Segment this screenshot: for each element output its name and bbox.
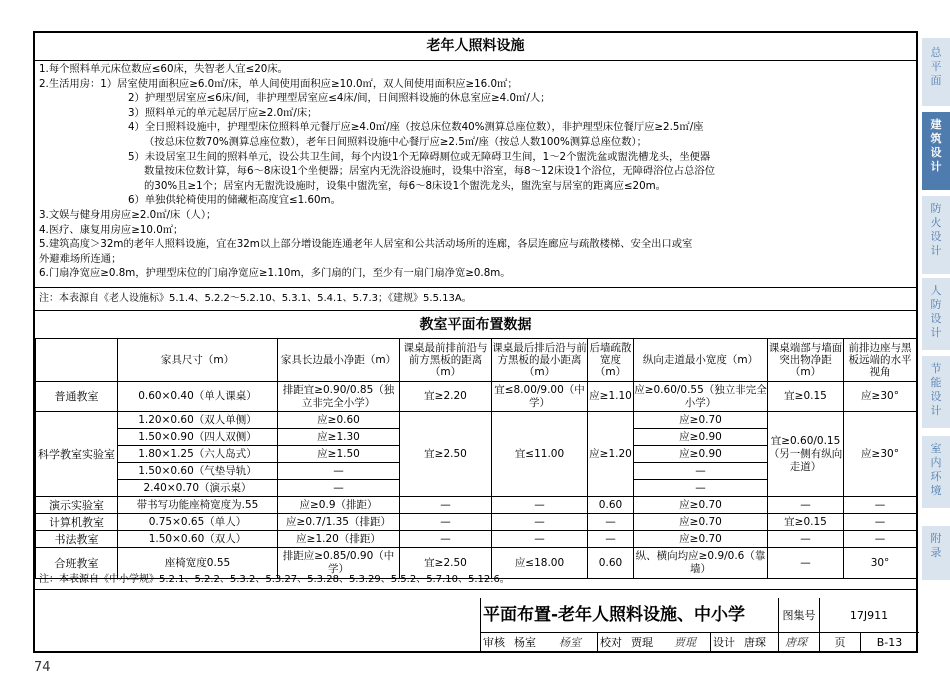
elderly-item: 数量按床位数计算，每6～8床设1个坐便器；居室内无洗浴设施时，设集中浴室，每8～12床设1个浴位，无障碍浴位占总浴位: [144, 165, 715, 178]
header-cell: 课桌最前排前沿与前方黑板的距离（m）: [400, 339, 492, 382]
view-angle: —: [844, 531, 917, 548]
aisle-width: 应≥0.70: [634, 497, 768, 514]
elderly-item: 2）护理型居室应≤6床/间，非护理型居室应≤4床/间，日间照料设施的休息室应≥4.0㎡/人；: [128, 92, 551, 105]
atlas-label: 图集号: [782, 609, 816, 622]
furniture-size: 0.60×0.40（单人课桌）: [118, 382, 278, 412]
header-cell: 课桌端部与墙面突出物净距（m）: [768, 339, 844, 382]
header-cell: 纵向走道最小宽度（m）: [634, 339, 768, 382]
elderly-item: 3）照料单元的单元起居厅应≥2.0㎡/床；: [128, 106, 318, 119]
furniture-size: 1.20×0.60（双人单侧）: [118, 412, 277, 429]
front-distance: 宜≥2.50: [400, 412, 492, 497]
elderly-item: 6.门扇净宽应≥0.8m，护理型床位的门扇净宽应≥1.10m，多门扇的门，至少有一扇门扇净宽≥0.8m。: [39, 267, 511, 280]
page-label: 页: [834, 636, 846, 649]
aisle-width: —: [695, 482, 706, 494]
furniture-spacing: 应≥1.30: [278, 429, 399, 446]
review-label: 审核: [483, 636, 505, 649]
rear-width: 应≥1.10: [588, 382, 634, 412]
view-angle: —: [844, 514, 917, 531]
back-distance: 宜≤11.00: [492, 412, 588, 497]
header-cell: 前排边座与黑板远端的水平视角: [844, 339, 917, 382]
elderly-note: 注：本表源自《老人设施标》5.1.4、5.2.2～5.2.10、5.3.1、5.4.1、5.7.3；《建规》5.5.13A。: [35, 287, 916, 311]
designer-name: 唐琛: [744, 636, 766, 649]
rear-width: —: [588, 531, 634, 548]
rear-width: 应≥1.20: [588, 412, 634, 497]
aisle-width: 应≥0.70: [634, 412, 767, 429]
front-distance: 宜≥2.50: [400, 548, 492, 579]
furniture-spacing: 应≥0.60: [278, 412, 399, 429]
furniture-size: 1.80×1.25（六人岛式）: [118, 446, 277, 463]
end-clearance: 宜≥0.15: [768, 382, 844, 412]
aisle-width: 应≥0.70: [634, 531, 768, 548]
end-clearance: 宜≥0.15: [768, 514, 844, 531]
rear-width: —: [588, 514, 634, 531]
furniture-size: 0.75×0.65（单人）: [118, 514, 278, 531]
room-name: 普通教室: [36, 382, 118, 412]
back-distance: —: [492, 514, 588, 531]
furniture-spacing: —: [278, 463, 399, 480]
table-row: [36, 382, 917, 412]
furniture-spacing: 排距宜≥0.90/0.85（独立非完全小学）: [278, 382, 400, 412]
checker-signature: 贾琨: [674, 636, 696, 649]
elderly-item: （按总床位数70%测算总座位数），老年日间照料设施中心餐厅应≥2.5㎡/座（按总人数100%测算总座位数）；: [144, 135, 647, 148]
furniture-spacing: 应≥1.20（排距）: [278, 531, 400, 548]
checker-name: 贾琨: [631, 636, 653, 649]
furniture-size-list: [118, 412, 278, 497]
furniture-spacing: 应≥1.50: [278, 446, 399, 463]
rear-width: 0.60: [588, 497, 634, 514]
elderly-item: 1.每个照料单元床位数应≤60床，失智老人宜≤20床。: [39, 63, 288, 75]
view-angle: —: [844, 497, 917, 514]
furniture-size: 2.40×0.70（演示桌）: [143, 482, 252, 494]
sidebar-item-civil-defense[interactable]: 人防设计: [922, 278, 950, 350]
furniture-size: 1.50×0.60（气垫导轨）: [118, 463, 277, 480]
table-row: [36, 497, 917, 514]
elderly-item: 6）单独供轮椅使用的储藏柜高度宜≤1.60m。: [128, 194, 341, 207]
elderly-items: [39, 62, 915, 281]
classroom-note: 注：本表源自《中小学规》5.2.1、5.2.2、5.3.2、5.3.27、5.3.28、5.3.29、5.5.2、5.7.10、5.12.6。: [35, 570, 916, 590]
elderly-item: 4.医疗、康复用房应≥10.0㎡；: [39, 223, 184, 236]
elderly-item: 3.文娱与健身用房应≥2.0㎡/床（人）；: [39, 208, 217, 221]
aisle-width: 应≥0.90: [634, 429, 767, 446]
aisle-width: 应≥0.90: [634, 446, 767, 463]
end-clearance: —: [768, 497, 844, 514]
header-cell: 后墙疏散宽度（m）: [588, 339, 634, 382]
elderly-item: 5.建筑高度＞32m的老年人照料设施，宜在32m以上部分增设能连通老年人居室和公共活动场所的连廊，各层连廊应与疏散楼梯、安全出口或室: [39, 238, 693, 251]
table-header-row: [36, 339, 917, 382]
header-cell: [36, 339, 118, 382]
back-distance: 宜≤8.00/9.00（中学）: [492, 382, 588, 412]
aisle-width: —: [634, 463, 767, 480]
check-label: 校对: [600, 636, 622, 649]
sidebar-item-energy[interactable]: 节能设计: [922, 356, 950, 428]
elderly-item: 的30%且≥1个；居室内无盥洗设施时，设集中盥洗室，每6～8床设1个盥洗龙头，盥洗室与居室的距离应≤20m。: [144, 179, 666, 192]
view-angle: 应≥30°: [844, 382, 917, 412]
header-cell: 家具长边最小净距（m）: [278, 339, 400, 382]
page-code: B-13: [876, 636, 903, 649]
back-distance: —: [492, 497, 588, 514]
furniture-size: 带书写功能座椅宽度为.55: [118, 497, 278, 514]
room-name: 演示实验室: [36, 497, 118, 514]
room-name: 合班教室: [36, 548, 118, 579]
back-distance: 应≤18.00: [492, 548, 588, 579]
room-name: 计算机教室: [36, 514, 118, 531]
designer-signature: 唐琛: [785, 636, 807, 649]
design-label: 设计: [713, 636, 735, 649]
front-distance: —: [400, 497, 492, 514]
furniture-size: 1.50×0.90（四人双侧）: [118, 429, 277, 446]
sidebar-item-fire[interactable]: 防火设计: [922, 196, 950, 274]
sidebar-item-general-plan[interactable]: 总平面: [922, 38, 950, 106]
elderly-item: 外避难场所连通；: [39, 252, 122, 265]
furniture-spacing: 应≥0.9（排距）: [278, 497, 400, 514]
furniture-spacing-list: [278, 412, 400, 497]
room-name: 科学教室实验室: [36, 412, 118, 497]
table-row: [36, 412, 917, 497]
end-clearance: —: [768, 548, 844, 579]
table-row: [36, 531, 917, 548]
title-block: [480, 598, 919, 653]
reviewer-name: 杨室: [514, 636, 536, 649]
elderly-item: 2.生活用房：1）居室使用面积应≥6.0㎡/床，单人间使用面积应≥10.0㎡，双人间使用面积应≥16.0㎡；: [39, 77, 518, 90]
furniture-size: 1.50×0.60（双人）: [118, 531, 278, 548]
classroom-table: [35, 338, 917, 579]
page-number: 74: [34, 660, 51, 675]
back-distance: —: [492, 531, 588, 548]
elderly-item: 4）全日照料设施中，护理型床位照料单元餐厅应≥4.0㎡/座（按总床位数40%测算总座位数），非护理型床位餐厅应≥2.5㎡/座: [128, 121, 704, 134]
elderly-title: 老年人照料设施: [35, 33, 916, 61]
front-distance: 宜≥2.20: [400, 382, 492, 412]
header-cell: 家具尺寸（m）: [118, 339, 278, 382]
furniture-size: 座椅宽度0.55: [118, 548, 278, 579]
header-cell: 课桌最后排后沿与前方黑板的最小距离（m）: [492, 339, 588, 382]
end-clearance: —: [768, 531, 844, 548]
sidebar-item-interior[interactable]: 室内环境: [922, 436, 950, 508]
table-row: [36, 514, 917, 531]
sidebar-item-appendix[interactable]: 附录: [922, 526, 950, 580]
drawing-frame: [33, 31, 918, 653]
aisle-width-list: [634, 412, 768, 497]
atlas-number: 17J911: [849, 609, 889, 622]
rear-width: 0.60: [588, 548, 634, 579]
reviewer-signature: 杨室: [559, 636, 581, 649]
aisle-width: 应≥0.60/0.55（独立非完全小学）: [634, 382, 768, 412]
furniture-spacing: 应≥0.7/1.35（排距）: [278, 514, 400, 531]
front-distance: —: [400, 514, 492, 531]
front-distance: —: [400, 531, 492, 548]
furniture-spacing: 排距应≥0.85/0.90（中学）: [278, 548, 400, 579]
furniture-spacing: —: [333, 482, 344, 494]
view-angle: 应≥30°: [844, 412, 917, 497]
aisle-width: 纵、横向均应≥0.9/0.6（靠墙）: [634, 548, 768, 579]
elderly-item: 5）未设居室卫生间的照料单元，设公共卫生间，每个内设1个无障碍厕位或无障碍卫生间，1～2个盥洗盆或盥洗槽龙头，坐便器: [128, 150, 711, 163]
room-name: 书法教室: [36, 531, 118, 548]
aisle-width: 应≥0.70: [634, 514, 768, 531]
end-clearance: 宜≥0.60/0.15（另一侧有纵向走道）: [768, 412, 844, 497]
view-angle: 30°: [844, 548, 917, 579]
drawing-title: 平面布置-老年人照料设施、中小学: [483, 605, 746, 625]
sidebar-item-architecture[interactable]: 建筑设计: [922, 112, 950, 190]
classroom-title: 教室平面布置数据: [419, 317, 532, 333]
